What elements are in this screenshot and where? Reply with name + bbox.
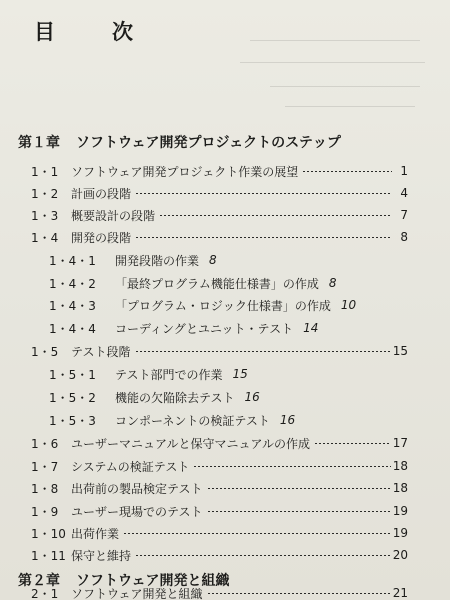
toc-entry [31, 185, 408, 201]
chapter-number: 第１章 [18, 135, 60, 151]
entry-number: 1・4・2 [49, 276, 96, 291]
entry-page: 20 [392, 548, 408, 562]
entry-page: 4 [400, 186, 408, 200]
entry-title: 開発の段階 [71, 230, 132, 245]
dot-leader [135, 351, 391, 352]
entry-title: 「最終プログラム機能仕様書」の作成 [115, 276, 319, 291]
entry-number: 1・5・2 [49, 390, 96, 405]
entry-page: 16 [244, 390, 260, 404]
dot-leader [207, 593, 391, 594]
entry-title: 出荷前の製品検定テスト [71, 481, 203, 496]
entry-number: 1・5 [31, 344, 59, 359]
entry-title: 「プログラム・ロジック仕様書」の作成 [115, 298, 331, 313]
entry-number: 1・5・1 [49, 367, 96, 382]
page-title: 目 次 [34, 20, 151, 44]
entry-page: 18 [392, 481, 408, 495]
entry-page: 16 [279, 413, 296, 427]
entry-page: 8 [209, 253, 217, 267]
entry-number: 1・6 [31, 436, 59, 451]
entry-page: 1 [400, 164, 408, 178]
entry-number: 1・4・1 [49, 253, 96, 268]
dot-leader [193, 466, 390, 467]
entry-page: 19 [392, 526, 408, 540]
toc-subentry [49, 389, 408, 405]
entry-number: 1・3 [31, 208, 59, 223]
entry-title: システムの検証テスト [71, 459, 190, 474]
chapter-heading [18, 132, 341, 152]
toc-entry [31, 480, 408, 496]
entry-page: 15 [392, 344, 408, 358]
entry-page: 17 [392, 436, 408, 450]
entry-number: 1・5・3 [49, 413, 96, 428]
toc-entry [31, 503, 408, 519]
entry-number: 2・1 [31, 586, 59, 600]
dot-leader [159, 215, 392, 216]
entry-title: 計画の段階 [71, 186, 132, 201]
entry-page: 8 [328, 276, 337, 290]
entry-page: 7 [400, 208, 408, 222]
entry-page: 21 [392, 586, 408, 600]
entry-page: 14 [303, 321, 319, 335]
dot-leader [207, 488, 391, 489]
entry-number: 1・8 [31, 481, 59, 496]
toc-subentry [49, 275, 408, 291]
entry-title: ユーザーマニュアルと保守マニュアルの作成 [71, 436, 311, 451]
entry-page: 19 [392, 504, 408, 518]
toc-subentry [49, 320, 408, 336]
dot-leader [135, 555, 391, 556]
toc-entry [31, 585, 408, 600]
dot-leader [135, 237, 392, 238]
entry-title: テスト段階 [71, 344, 131, 359]
entry-number: 1・11 [31, 548, 66, 563]
entry-title: テスト部門での作業 [115, 367, 223, 382]
toc-entry [31, 525, 408, 541]
entry-title: 概要設計の段階 [71, 208, 156, 223]
entry-number: 1・10 [31, 526, 66, 541]
entry-title: 開発段階の作業 [115, 253, 200, 268]
entry-number: 1・2 [31, 186, 59, 201]
chapter-number: 第２章 [18, 573, 60, 589]
toc-subentry [49, 412, 408, 428]
toc-subentry [49, 297, 408, 313]
chapter-title: ソフトウェア開発プロジェクトのステップ [76, 135, 341, 151]
entry-title: コンポーネントの検証テスト [115, 413, 270, 428]
entry-number: 1・9 [31, 504, 59, 519]
chapter-title: ソフトウェア開発と組織 [76, 573, 230, 589]
entry-title: ユーザー現場でのテスト [71, 504, 203, 519]
toc-entry [31, 163, 408, 179]
toc-entry [31, 458, 408, 474]
dot-leader [123, 533, 391, 534]
entry-title: コーディングとユニット・テスト [115, 321, 294, 336]
toc-subentry [49, 252, 408, 268]
toc-subentry [49, 366, 408, 382]
toc-entry [31, 547, 408, 563]
dot-leader [302, 171, 392, 172]
dot-leader [207, 511, 391, 512]
entry-number: 1・1 [31, 164, 59, 179]
entry-title: ソフトウェア開発プロジェクト作業の展望 [71, 164, 299, 179]
toc-entry [31, 435, 408, 451]
entry-title: ソフトウェア開発と組織 [71, 586, 203, 600]
entry-number: 1・4 [31, 230, 59, 245]
entry-page: 15 [232, 367, 248, 381]
toc-entry [31, 207, 408, 223]
entry-page: 8 [400, 230, 408, 244]
entry-page: 18 [392, 459, 408, 473]
toc-entry [31, 343, 408, 359]
entry-title: 出荷作業 [71, 526, 120, 541]
entry-page: 10 [340, 298, 357, 312]
dot-leader [135, 193, 392, 194]
toc-entry [31, 229, 408, 245]
entry-title: 保守と維持 [71, 548, 132, 563]
entry-title: 機能の欠陥除去テスト [115, 390, 235, 405]
entry-number: 1・4・3 [49, 298, 96, 313]
entry-number: 1・7 [31, 459, 59, 474]
dot-leader [314, 443, 391, 444]
entry-number: 1・4・4 [49, 321, 96, 336]
